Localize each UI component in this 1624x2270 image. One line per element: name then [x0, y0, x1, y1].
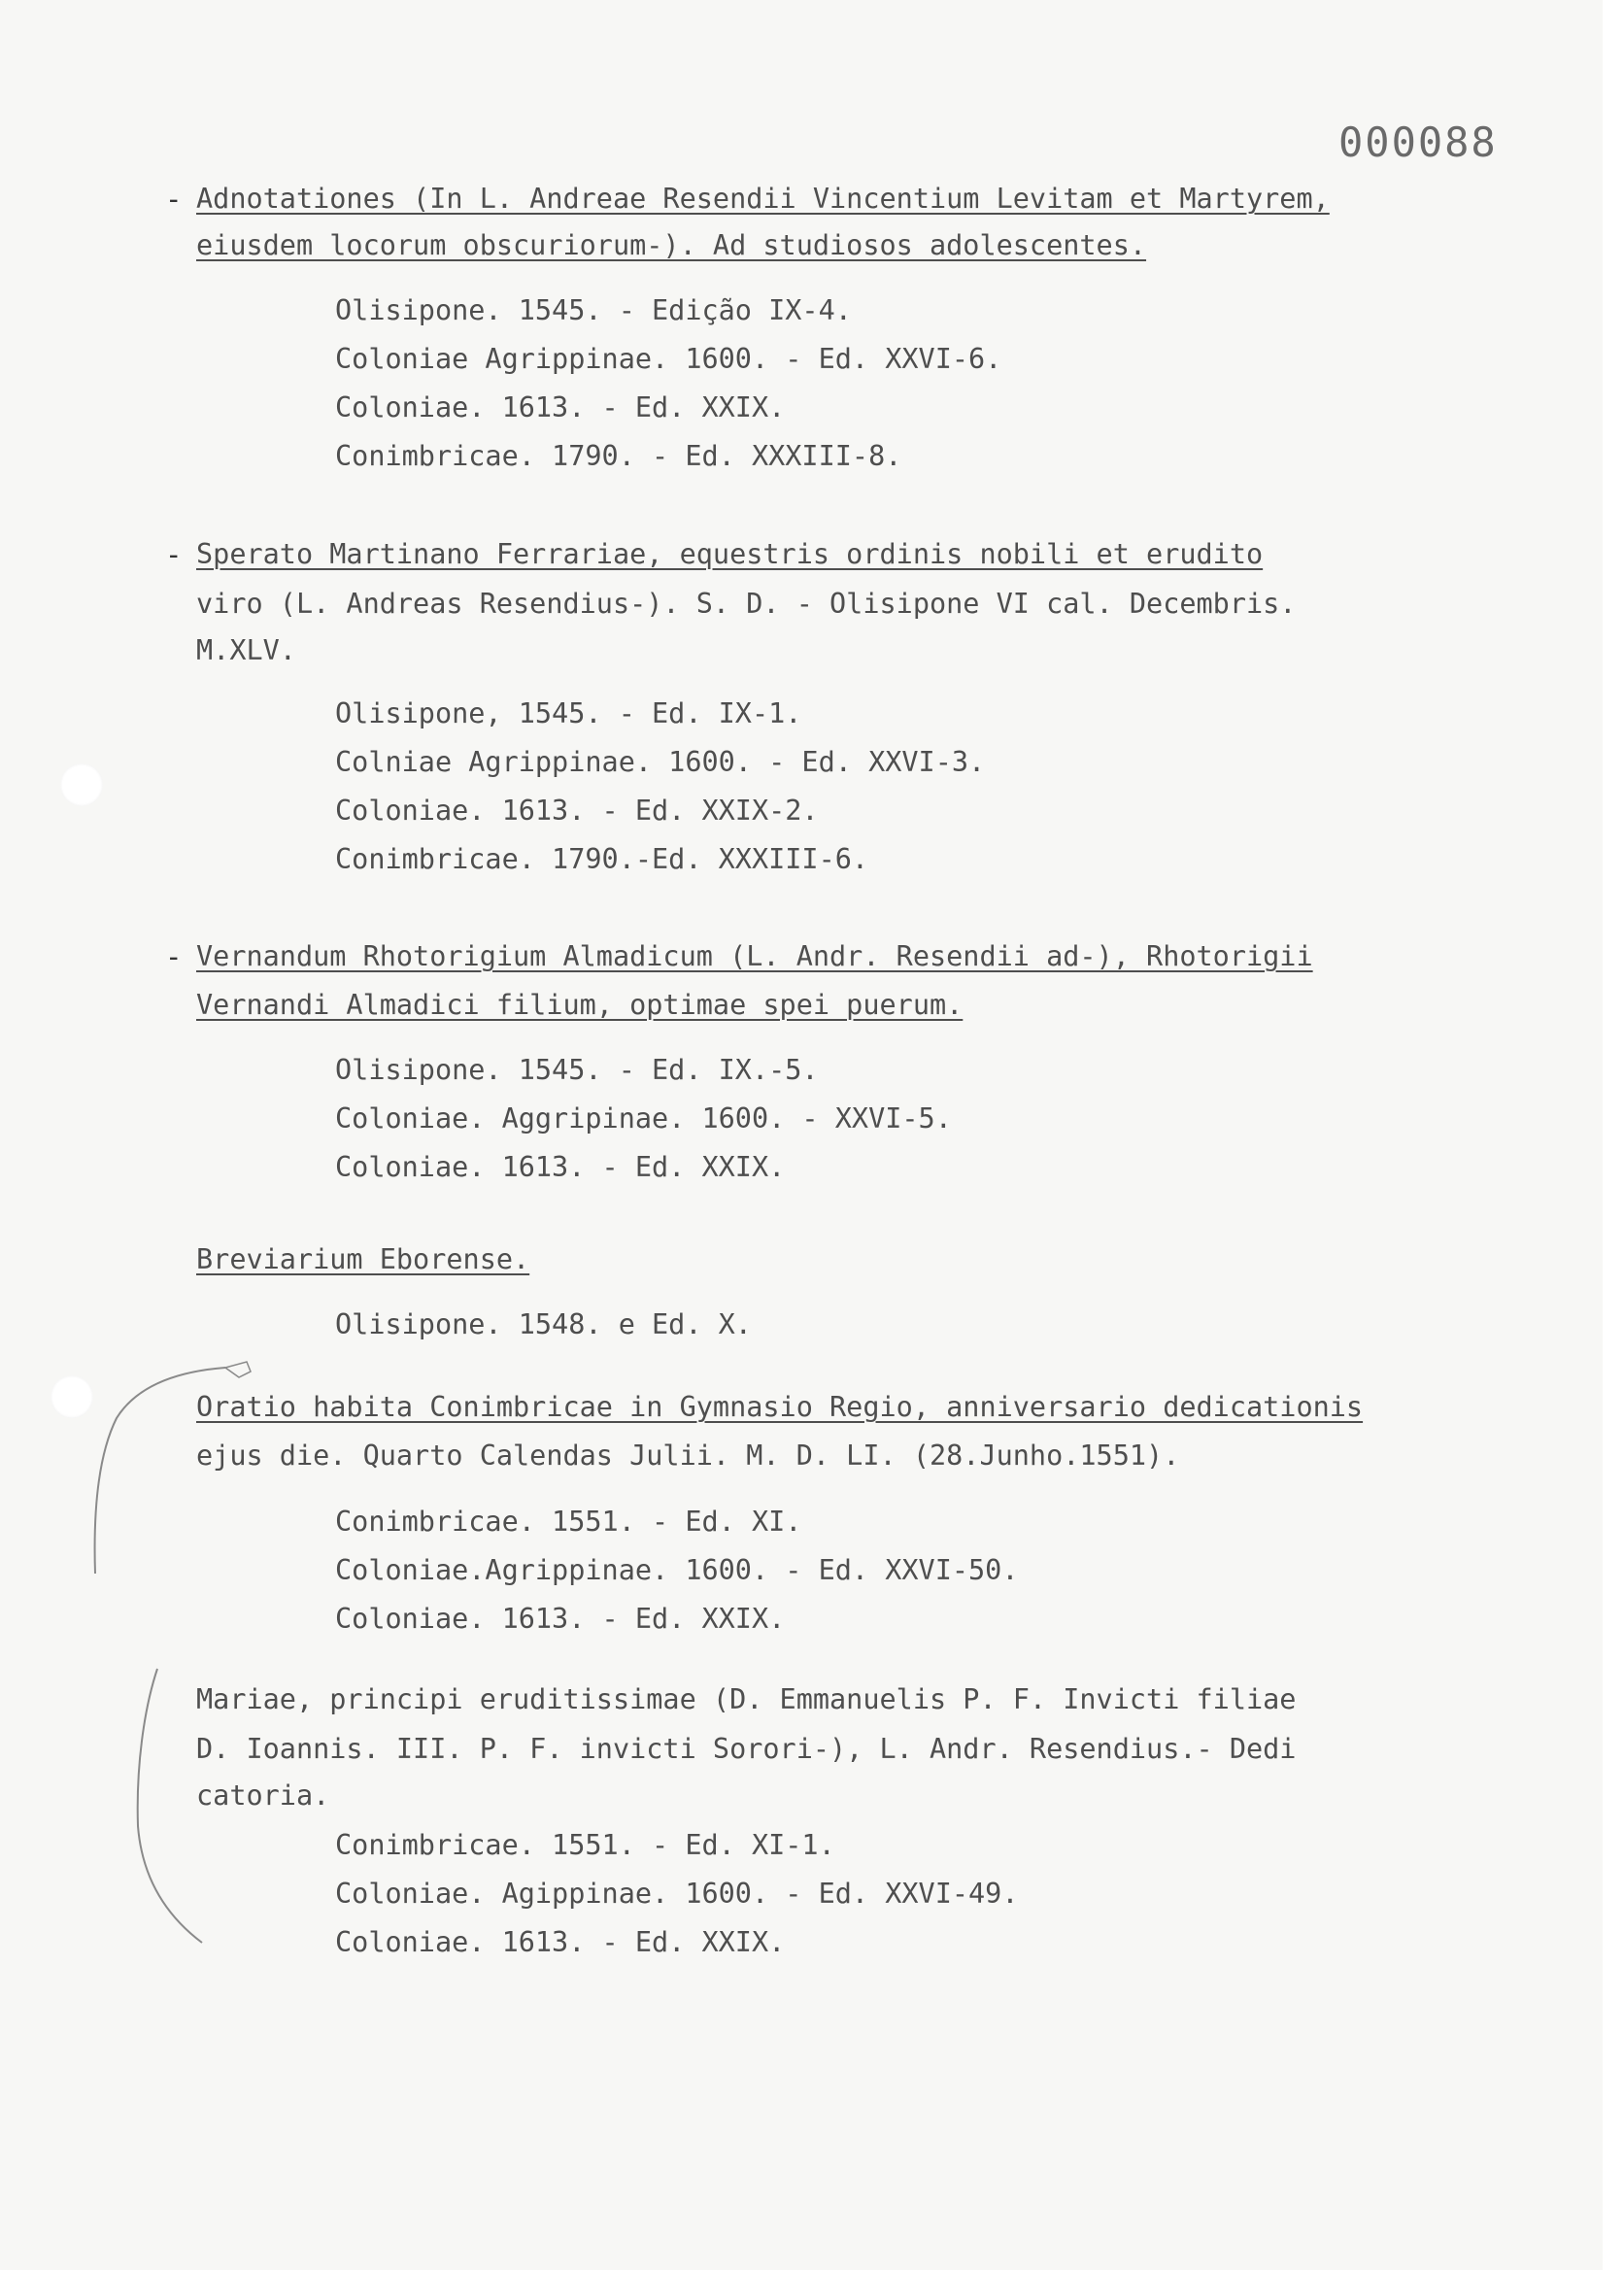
entry-dash: - — [165, 538, 183, 571]
edition-line: Conimbricae. 1790.-Ed. XXXIII-6. — [335, 843, 869, 875]
entry-title-line: eiusdem locorum obscuriorum-). Ad studiosos adolescentes. — [196, 229, 1147, 261]
edition-line: Coloniae. 1613. - Ed. XXIX. — [335, 1926, 786, 1958]
page-number: 000088 — [1338, 119, 1498, 166]
entry-title-line: Adnotationes (In L. Andreae Resendii Vincentium Levitam et Martyrem, — [196, 183, 1330, 215]
edition-line: Olisipone. 1548. e Ed. X. — [335, 1308, 752, 1340]
entry-dash: - — [165, 183, 183, 216]
edition-line: Coloniae. 1613. - Ed. XXIX. — [335, 1603, 786, 1635]
edition-line: Coloniae. Agippinae. 1600. - Ed. XXVI-49. — [335, 1878, 1019, 1910]
edition-line: Coloniae. 1613. - Ed. XXIX. — [335, 391, 786, 424]
entry-title-line: catoria. — [196, 1779, 330, 1812]
entry-title-line: Mariae, principi eruditissimae (D. Emmanuelis P. F. Invicti filiae — [196, 1683, 1297, 1715]
punch-hole — [51, 1375, 93, 1418]
edition-line: Coloniae. Aggripinae. 1600. - XXVI-5. — [335, 1102, 952, 1135]
edition-line: Coloniae. 1613. - Ed. XXIX-2. — [335, 795, 819, 827]
entry-title-line: D. Ioannis. III. P. F. invicti Sorori-), L. Andr. Resendius.- Dedi — [196, 1733, 1297, 1765]
edition-line: Coloniae Agrippinae. 1600. - Ed. XXVI-6. — [335, 343, 1002, 375]
entry-title-line: Sperato Martinano Ferrariae, equestris ordinis nobili et erudito — [196, 538, 1264, 570]
entry-title-line: Vernandum Rhotorigium Almadicum (L. Andr. Resendii ad-), Rhotorigii — [196, 940, 1313, 972]
entry-title-line: M.XLV. — [196, 634, 296, 666]
edition-line: Conimbricae. 1790. - Ed. XXXIII-8. — [335, 440, 902, 472]
entry-title-line: Breviarium Eborense. — [196, 1243, 530, 1275]
edition-line: Coloniae.Agrippinae. 1600. - Ed. XXVI-50. — [335, 1554, 1019, 1586]
entry-title-line: ejus die. Quarto Calendas Julii. M. D. LI. (28.Junho.1551). — [196, 1440, 1180, 1472]
edition-line: Conimbricae. 1551. - Ed. XI-1. — [335, 1829, 835, 1861]
entry-dash: - — [165, 940, 183, 973]
entry-title-line: Oratio habita Conimbricae in Gymnasio Regio, anniversario dedicationis — [196, 1391, 1364, 1423]
entry-title-line: Vernandi Almadici filium, optimae spei puerum. — [196, 989, 964, 1021]
punch-hole — [60, 763, 103, 806]
entry-title-line: viro (L. Andreas Resendius-). S. D. - Olisipone VI cal. Decembris. — [196, 588, 1297, 620]
edition-line: Olisipone. 1545. - Edição IX-4. — [335, 294, 852, 326]
edition-line: Coloniae. 1613. - Ed. XXIX. — [335, 1151, 786, 1183]
edition-line: Conimbricae. 1551. - Ed. XI. — [335, 1506, 802, 1538]
edition-line: Colniae Agrippinae. 1600. - Ed. XXVI-3. — [335, 746, 986, 778]
edition-line: Olisipone, 1545. - Ed. IX-1. — [335, 697, 802, 729]
edition-line: Olisipone. 1545. - Ed. IX.-5. — [335, 1054, 819, 1086]
